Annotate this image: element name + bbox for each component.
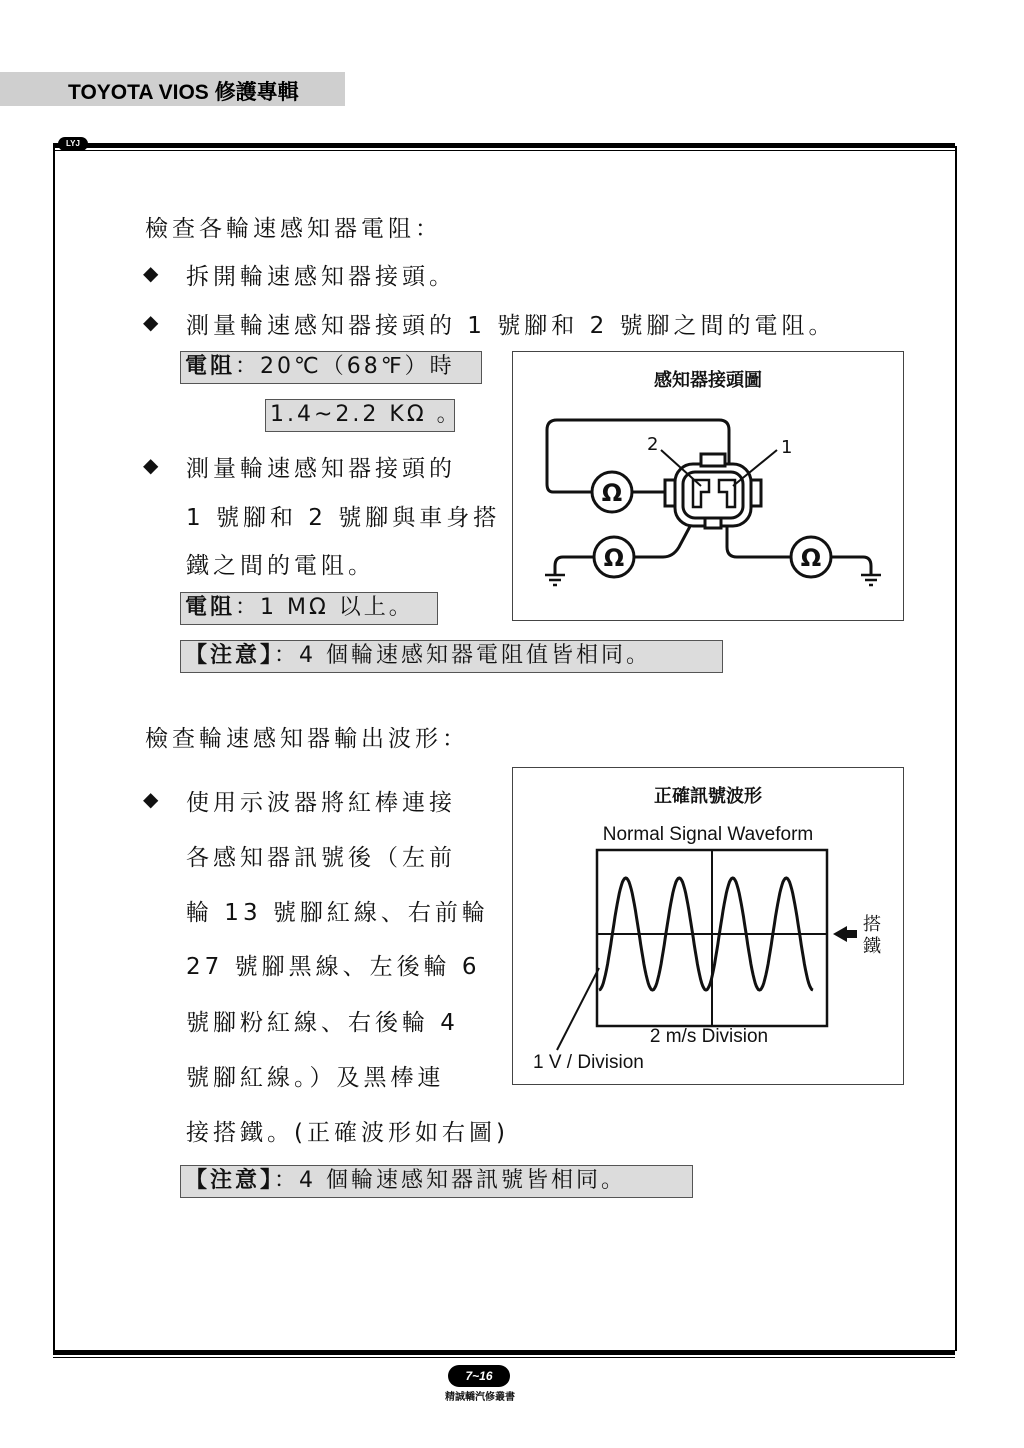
section2-line6: 號腳紅線。）及黑棒連	[186, 1065, 445, 1091]
ohm-symbol-lower-left: Ω	[603, 544, 625, 572]
pin2-label: 2	[647, 434, 659, 455]
spec2-label: 電阻	[185, 595, 236, 620]
spec1-box	[180, 351, 482, 384]
spec1-value-box: 1.4~2.2 KΩ 。	[265, 399, 455, 432]
diamond-bullet-icon: ◆	[143, 787, 159, 811]
connector-diagram-svg	[513, 352, 903, 620]
note2-box	[180, 1165, 693, 1198]
publisher-label: 精誠轎汽修叢書	[445, 1392, 515, 1403]
waveform-svg	[513, 768, 903, 1084]
section1-bullet1: 拆開輪速感知器接頭。	[186, 264, 456, 290]
volt-division-label: 1 V / Division	[533, 1052, 644, 1073]
ground-label-2: 鐵	[863, 936, 881, 957]
page-number: 7~16	[448, 1365, 510, 1387]
ohm-symbol-left: Ω	[601, 479, 623, 507]
waveform-diagram-title: 正確訊號波形	[654, 786, 762, 807]
pin1-label: 1	[781, 437, 793, 458]
connector-diagram-title: 感知器接頭圖	[654, 370, 762, 391]
section1-bullet3-line2: 1 號腳和 2 號腳與車身搭	[186, 505, 501, 531]
waveform-diagram	[512, 767, 904, 1085]
logo-badge: LYJ	[58, 137, 88, 151]
header-title: TOYOTA VIOS 修護專輯	[68, 81, 299, 104]
time-division-label: 2 m/s Division	[649, 1026, 769, 1047]
ground-label-1: 搭	[863, 914, 881, 935]
note1-label: 【注意】	[185, 643, 275, 668]
section2-line4: 27 號腳黑線、左後輪 6	[186, 954, 481, 980]
section1-heading: 檢查各輪速感知器電阻：	[145, 216, 442, 242]
bottom-rule	[53, 1350, 955, 1355]
connector-diagram	[512, 351, 904, 621]
diamond-bullet-icon: ◆	[143, 261, 159, 285]
ohm-symbol-right: Ω	[800, 544, 822, 572]
section2-line1: 使用示波器將紅棒連接	[186, 790, 456, 816]
note2-text: ：4 個輪速感知器訊號皆相同。	[274, 1168, 627, 1193]
section2-line7: 接搭鐵。(正確波形如右圖)	[186, 1120, 509, 1146]
note1-text: ：4 個輪速感知器電阻值皆相同。	[274, 643, 652, 668]
diamond-bullet-icon: ◆	[143, 310, 159, 334]
section2-line2: 各感知器訊號後（左前	[186, 845, 456, 871]
spec2-value: ：1 MΩ 以上。	[235, 595, 414, 620]
spec1-label: 電阻	[185, 354, 236, 379]
spec2-box	[180, 592, 438, 625]
section1-bullet2: 測量輪速感知器接頭的 1 號腳和 2 號腳之間的電阻。	[186, 313, 836, 339]
section1-bullet3-line3: 鐵之間的電阻。	[186, 553, 375, 579]
section1-bullet3-line1: 測量輪速感知器接頭的	[186, 456, 456, 482]
note1-box	[180, 640, 723, 673]
bottom-rule-thin	[53, 1357, 955, 1358]
section2-heading: 檢查輪速感知器輸出波形：	[145, 726, 469, 752]
spec1-condition: ：20℃（68℉）時	[235, 354, 455, 379]
diamond-bullet-icon: ◆	[143, 453, 159, 477]
section2-line5: 號腳粉紅線、右後輪 4	[186, 1010, 459, 1036]
section2-line3: 輪 13 號腳紅線、右前輪	[186, 900, 489, 926]
note2-label: 【注意】	[185, 1168, 275, 1193]
waveform-subtitle: Normal Signal Waveform	[602, 824, 814, 845]
